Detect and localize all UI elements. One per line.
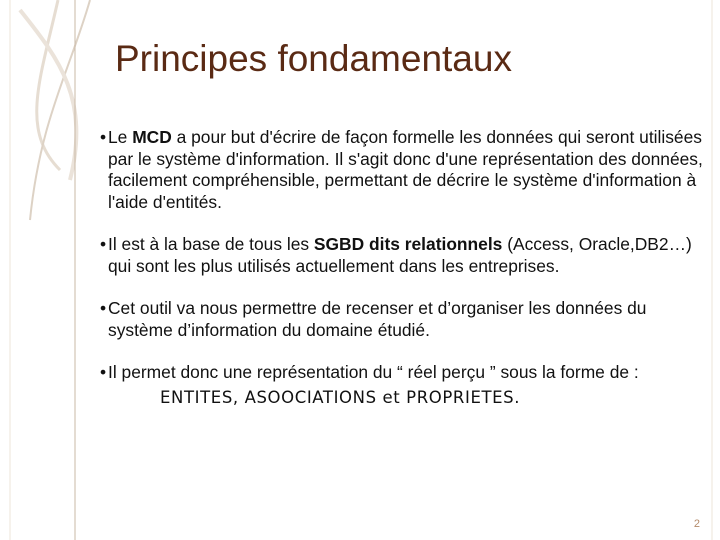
bullet-mark: • — [100, 298, 107, 318]
bullet-text: (Access, Oracle,DB2…) qui sont les plus utilisés actuellement dans les entreprises. — [108, 234, 692, 276]
bullet-list — [96, 127, 708, 429]
bullet-bold-term: MCD — [132, 127, 172, 147]
slide-title: Principes fondamentaux — [115, 38, 512, 79]
bullet-item — [96, 362, 708, 408]
bullet-mark: • — [100, 362, 107, 382]
bullet-item — [96, 298, 708, 341]
bullet-item — [96, 234, 708, 277]
bullet-text: a pour but d'écrire de façon formelle les données qui seront utilisées par le système d'information. Il s'agit donc d'une représentation des données, facilement compréhensible, permettant de décrire le système d'information à l'aide d'entités. — [108, 127, 703, 212]
bullet-text: Il est à la base de tous les — [108, 234, 314, 254]
entities-line: ENTITES, ASOOCIATIONS et PROPRIETES. — [160, 387, 521, 407]
bullet-mark: • — [100, 234, 107, 254]
bullet-text: Le — [108, 127, 133, 147]
bullet-text: Cet outil va nous permettre de recenser et d’organiser les données du système d’information du domaine étudié. — [108, 298, 647, 340]
bullet-item — [96, 127, 708, 213]
swirl-line-1 — [37, 0, 60, 170]
page-number: 2 — [693, 518, 700, 530]
bullet-bold-term: SGBD dits relationnels — [313, 234, 503, 254]
bullet-mark: • — [100, 127, 107, 147]
bullet-text: Il permet donc une représentation du “ réel perçu ” sous la forme de : — [108, 362, 639, 382]
